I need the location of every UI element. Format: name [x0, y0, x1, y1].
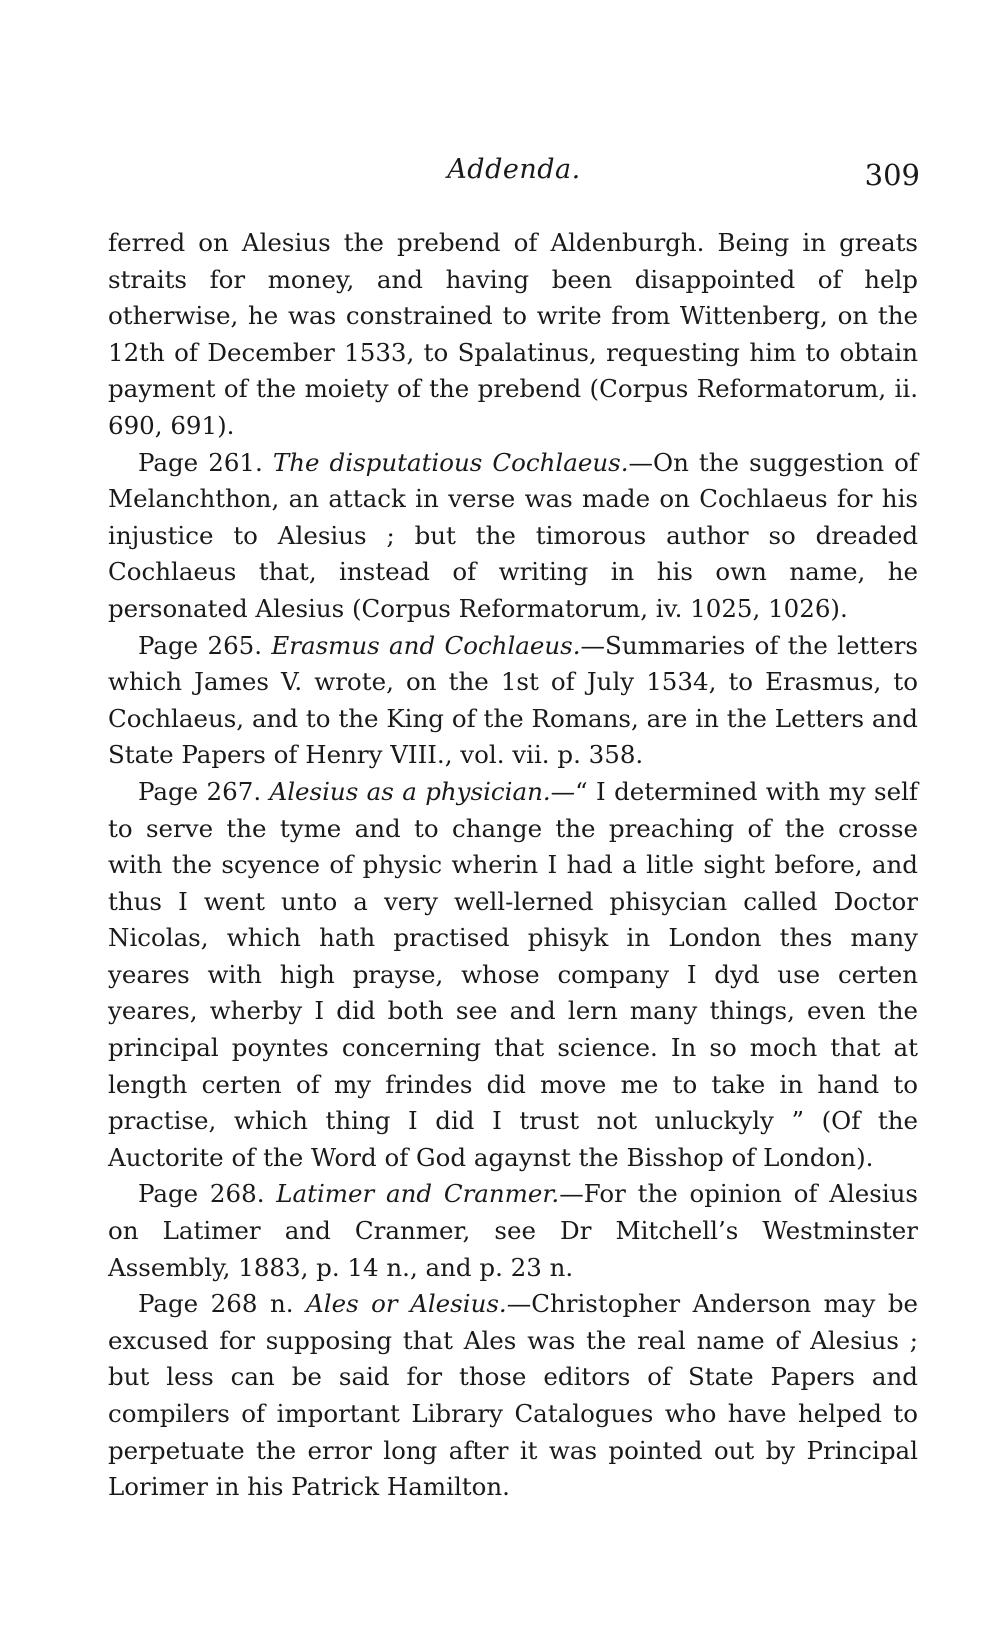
entry-page-ref: Page 268.	[138, 1179, 265, 1209]
entry-page-ref: Page 265.	[138, 630, 263, 660]
entry-heading: Latimer and Cranmer.	[276, 1179, 560, 1209]
addendum-entry	[108, 1286, 918, 1506]
entry-heading: Ales or Alesius.	[306, 1289, 507, 1319]
continuation-paragraph: ferred on Alesius the prebend of Aldenburgh. Being in greats straits for money, and having been disappointed of help otherwise, he was constrained to write from Wittenberg, on the 12th of December 1533, to Spalatinus, requesting him to obtain payment of the moiety of the prebend (Corpus Reformatorum, ii. 690, 691).	[108, 228, 918, 440]
entry-page-ref: Page 268 n.	[138, 1289, 294, 1319]
body-text	[108, 225, 918, 1506]
running-head	[108, 150, 920, 200]
addendum-entry	[108, 445, 918, 628]
entry-page-ref: Page 267.	[138, 776, 262, 806]
entry-heading: The disputatious Cochlaeus.	[272, 447, 629, 477]
addendum-entry	[108, 1176, 918, 1286]
entry-text: —Summaries of the letters which James V. wrote, on the 1st of July 1534, to Erasmus, to Cochlaeus, and to the King of the Romans, are in the Letters and State Papers of Henry VIII., vol. vii. p. 358.	[108, 630, 918, 770]
entry-heading: Alesius as a physician.	[269, 776, 551, 806]
entry-text: —“ I determined with my self to serve the tyme and to change the preaching of the crosse with the scyence of physic wherin I had a litle sight before, and thus I went unto a very well-lerned phisycian called Doctor Nicolas, which hath practised phisyk in London thes many yeares with high prayse, whose company I dyd use certen yeares, wherby I did both see and lern many things, even the principal poyntes concerning that science. In so moch that at length certen of my frindes did move me to take in hand to practise, which thing I did I trust not unluckyly ” (Of the Auctorite of the Word of God agaynst the Bisshop of London).	[108, 776, 918, 1172]
entry-text: —For the opinion of Alesius on Latimer and Cranmer, see Dr Mitchell’s Westminster Assembly, 1883, p. 14 n., and p. 23 n.	[108, 1179, 919, 1282]
addendum-entry	[108, 774, 918, 1177]
entry-text: —Christopher Anderson may be excused for supposing that Ales was the real name of Alesius ; but less can be said for those editors of State Papers and compilers of important Library Catalogues who have helped to perpetuate the error long after it was pointed out by Principal Lorimer in his Patrick Hamilton.	[108, 1289, 918, 1502]
entry-page-ref: Page 261.	[138, 447, 263, 477]
addendum-entry	[108, 628, 918, 774]
entry-heading: Erasmus and Cochlaeus.	[271, 630, 581, 660]
page-number: 309	[864, 158, 920, 192]
entry-text: —On the suggestion of Melanchthon, an attack in verse was made on Cochlaeus for his injustice to Alesius ; but the timorous author so dreaded Cochlaeus that, instead of writing in his own name, he personated Alesius (Corpus Reformatorum, iv. 1025, 1026).	[108, 447, 919, 623]
running-title: Addenda.	[447, 154, 581, 185]
